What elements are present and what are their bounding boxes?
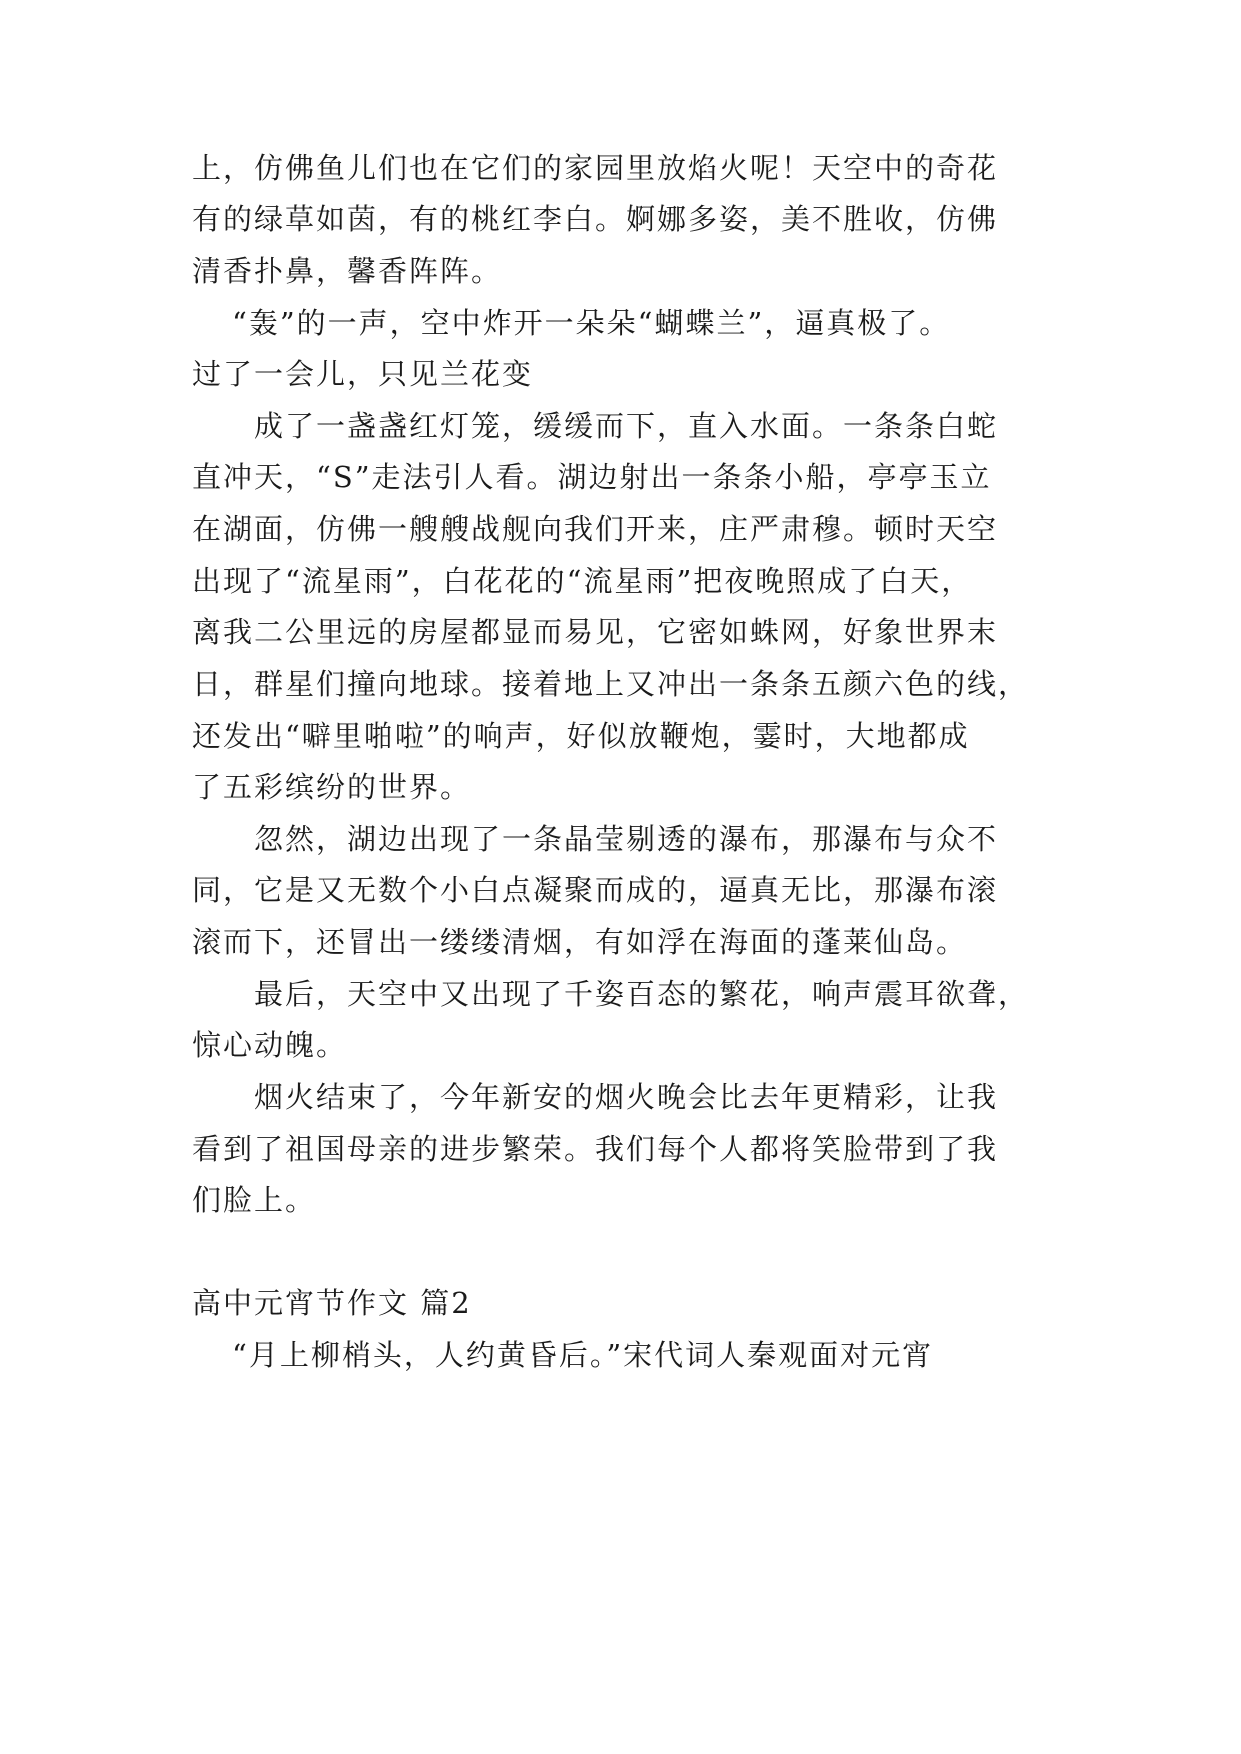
text-line: 们脸上。 xyxy=(192,1183,317,1217)
text-line: 在湖面，仿佛一艘艘战舰向我们开来，庄严肃穆。顿时天空 xyxy=(192,512,999,546)
paragraph-first-line: 烟火结束了，今年新安的烟火晚会比去年更精彩，让我 xyxy=(254,1080,999,1114)
paragraph-first-line: 成了一盏盏红灯笼，缓缓而下，直入水面。一条条白蛇 xyxy=(254,409,999,443)
text-line: 有的绿草如茵，有的桃红李白。婀娜多姿，美不胜收，仿佛 xyxy=(192,202,999,236)
paragraph-first-line: “月上柳梢头，人约黄昏后。”宋代词人秦观面对元宵 xyxy=(232,1338,934,1372)
paragraph-first-line: 最后，天空中又出现了千姿百态的繁花，响声震耳欲聋， xyxy=(254,977,1030,1011)
text-line: 惊心动魄。 xyxy=(192,1028,348,1062)
text-line: 上，仿佛鱼儿们也在它们的家园里放焰火呢！天空中的奇花 xyxy=(192,151,999,185)
paragraph-first-line: 忽然，湖边出现了一条晶莹剔透的瀑布，那瀑布与众不 xyxy=(254,822,999,856)
text-line: 清香扑鼻，馨香阵阵。 xyxy=(192,254,503,288)
text-line: 看到了祖国母亲的进步繁荣。我们每个人都将笑脸带到了我 xyxy=(192,1132,999,1166)
text-line: 了五彩缤纷的世界。 xyxy=(192,770,472,804)
text-line: 离我二公里远的房屋都显而易见，它密如蛛网，好象世界末 xyxy=(192,615,999,649)
section-heading: 高中元宵节作文 篇2 xyxy=(192,1286,472,1320)
text-line: 直冲天，“S”走法引人看。湖边射出一条条小船，亭亭玉立 xyxy=(192,460,992,494)
text-line: 过了一会儿，只见兰花变 xyxy=(192,357,534,391)
text-line: 日，群星们撞向地球。接着地上又冲出一条条五颜六色的线， xyxy=(192,667,1030,701)
paragraph-first-line: “轰”的一声，空中炸开一朵朵“蝴蝶兰”，逼真极了。 xyxy=(232,306,951,340)
text-line: 滚而下，还冒出一缕缕清烟，有如浮在海面的蓬莱仙岛。 xyxy=(192,925,968,959)
text-line: 出现了“流星雨”，白花花的“流星雨”把夜晚照成了白天， xyxy=(192,564,973,598)
text-line: 还发出“噼里啪啦”的响声，好似放鞭炮，霎时，大地都成 xyxy=(192,719,970,753)
text-line: 同，它是又无数个小白点凝聚而成的，逼真无比，那瀑布滚 xyxy=(192,873,999,907)
